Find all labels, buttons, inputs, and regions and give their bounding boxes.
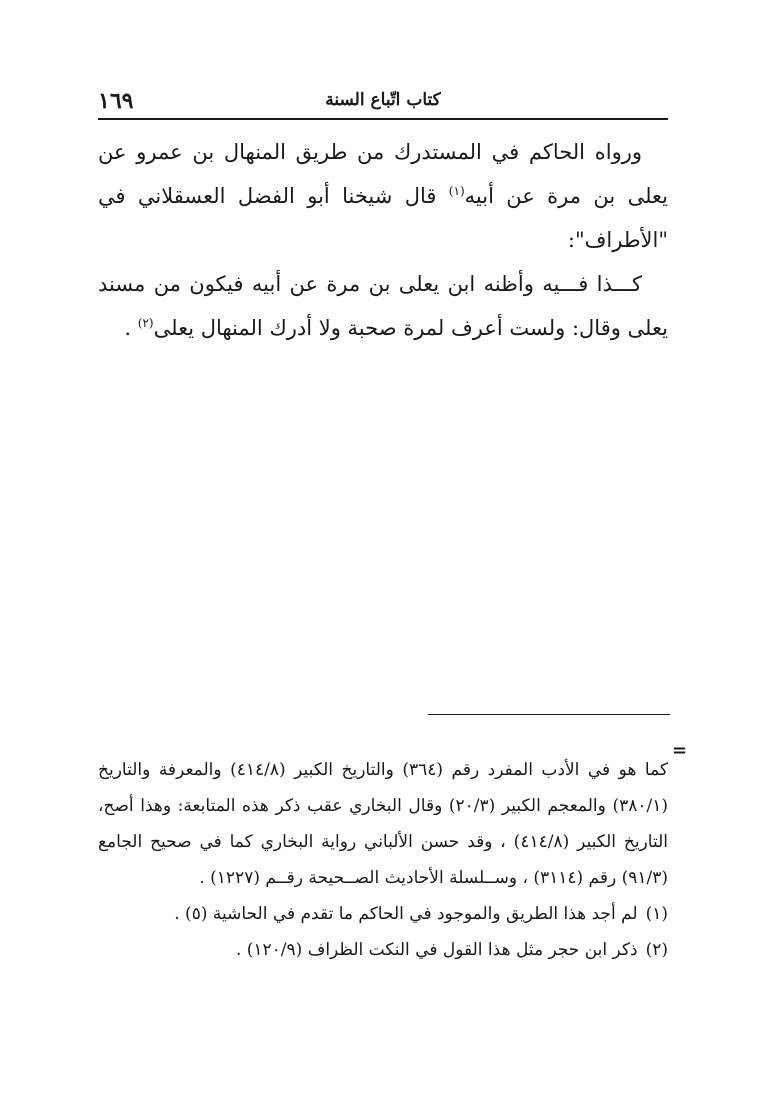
main-text (98, 130, 668, 350)
footnote-ref[interactable]: (٢) (137, 316, 154, 330)
footnotes (98, 752, 668, 968)
footnote-text: لم أجد هذا الطريق والموجود في الحاكم ما تقدم في الحاشية (٥) . (174, 904, 638, 924)
footnote-item (98, 932, 668, 968)
footnote-continued-mark: = (672, 740, 688, 761)
paragraph-text: ورواه الحاكم في المستدرك من طريق المنهال بن عمرو عن يعلى بن مرة عن أبيه (98, 140, 668, 208)
paragraph-text: كـــذا فـــيه وأظنه ابن يعلى بن مرة عن أبيه فيكون من مسند يعلى وقال: ولست أعرف لمرة صحبة ولا أدرك المنهال يعلى (98, 272, 668, 340)
page-header (98, 88, 668, 120)
footnote-number: (١) (645, 904, 668, 924)
footnote-continuation: كما هو في الأدب المفرد رقم (٣٦٤) والتاريخ الكبير (٤١٤/٨) والمعرفة والتاريخ (٣٨٠/١) والمعجم الكبير (٢٠/٣) وقال البخاري عقب ذكر هذه المتابعة: وهذا أصح، التاريخ الكبير (٤١٤/٨) ، وقد حسن الألباني رواية البخاري كما في صحيح الجامع (٩١/٣) رقم (٣١١٤) ، وســلسلة الأحاديث الصــحيحة رقــم (١٢٢٧) . (98, 760, 669, 888)
page-number: ١٦٩ (98, 88, 134, 114)
footnote-number: (٢) (645, 940, 668, 960)
footnote-text: ذكر ابن حجر مثل هذا القول في النكت الظراف (١٢٠/٩) . (235, 940, 638, 960)
paragraph (98, 130, 668, 262)
footnote-item (98, 896, 668, 932)
paragraph-text: . (124, 316, 138, 340)
paragraph-text: قال شيخنا أبو الفضل العسقلاني في "الأطراف": (98, 184, 668, 252)
footnote-ref[interactable]: (١) (448, 184, 465, 198)
paragraph (98, 262, 668, 350)
running-title: كتاب اتّباع السنة (325, 90, 441, 110)
footnote-divider (428, 714, 670, 715)
